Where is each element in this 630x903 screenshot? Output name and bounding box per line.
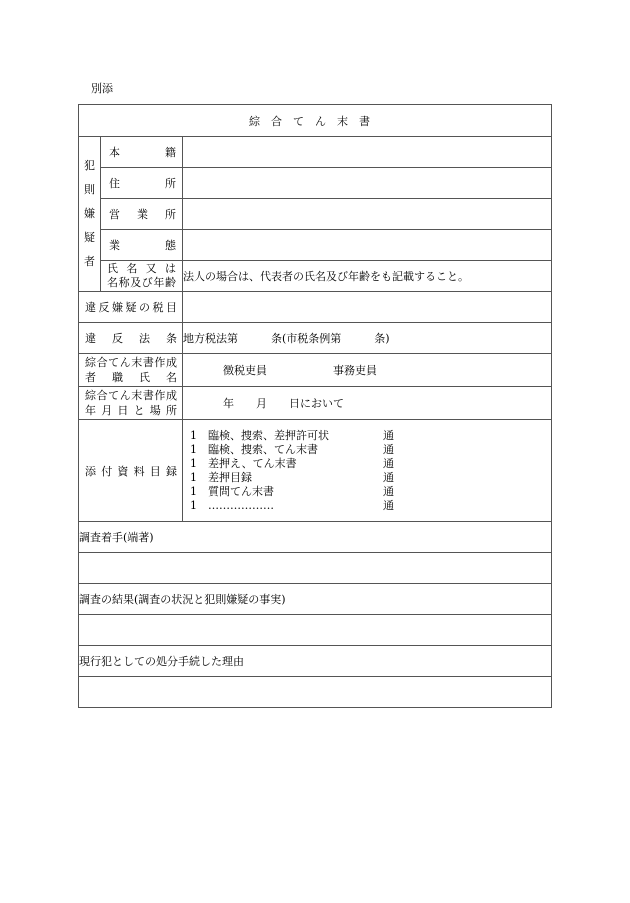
attachment-unit: 通 bbox=[383, 499, 394, 512]
label-char: 反 bbox=[112, 332, 123, 345]
label-char: ん bbox=[119, 356, 131, 369]
label-char: 綜 bbox=[85, 389, 96, 402]
label-char: は bbox=[164, 262, 176, 275]
label-char: 場 bbox=[149, 404, 161, 417]
label-char: と bbox=[133, 404, 145, 417]
attachments-label bbox=[79, 420, 183, 522]
label-char: 目 bbox=[149, 464, 161, 478]
label-char: 成 bbox=[165, 389, 177, 402]
address-field[interactable] bbox=[183, 168, 552, 199]
attachment-unit: 通 bbox=[383, 443, 394, 456]
label-char: 嫌 bbox=[112, 301, 123, 314]
honseki-label bbox=[101, 137, 183, 168]
label-char: 籍 bbox=[165, 146, 176, 159]
law-label bbox=[79, 323, 183, 354]
label-char: て bbox=[108, 389, 120, 402]
label-char: 本 bbox=[109, 146, 120, 159]
label-char: 末 bbox=[131, 389, 143, 402]
label-char: 氏 bbox=[139, 371, 150, 384]
label-char: 綜 bbox=[85, 356, 96, 369]
date-value: 年 月 日において bbox=[183, 387, 552, 420]
label-char: 反 bbox=[98, 301, 110, 314]
attachment-unit: 通 bbox=[383, 429, 394, 442]
summary-report-form bbox=[78, 104, 552, 708]
label-char: 書 bbox=[142, 389, 154, 402]
attachment-number: 1 bbox=[190, 485, 197, 498]
label-char: 録 bbox=[165, 464, 177, 478]
attachment-unit: 通 bbox=[383, 485, 394, 498]
label-char: て bbox=[108, 356, 120, 369]
label-char: 法 bbox=[139, 332, 150, 345]
author-value: 徴税吏員 事務吏員 bbox=[183, 354, 552, 387]
label-char: 年 bbox=[153, 276, 165, 289]
label-char: 態 bbox=[165, 239, 176, 252]
label-char: 合 bbox=[96, 356, 108, 369]
honseki-field[interactable] bbox=[183, 137, 552, 168]
label-char: 作 bbox=[154, 356, 166, 369]
label-char: 氏 bbox=[107, 262, 118, 275]
attachment-number: 1 bbox=[190, 471, 197, 484]
tax-item-field[interactable] bbox=[183, 292, 552, 323]
label-char: 称 bbox=[118, 276, 130, 289]
attachment-item bbox=[190, 457, 551, 471]
label-char: 所 bbox=[165, 208, 176, 221]
label-char: 料 bbox=[133, 464, 145, 478]
label-char: 職 bbox=[112, 371, 123, 384]
attachment-number: 1 bbox=[190, 457, 197, 470]
label-char: 名 bbox=[166, 371, 177, 384]
label-char: 作 bbox=[154, 389, 166, 402]
label-char: 日 bbox=[117, 404, 129, 417]
author-label bbox=[79, 354, 183, 387]
label-char: 名 bbox=[107, 276, 118, 289]
label-char: 業 bbox=[109, 239, 120, 252]
attachment-text: 質問てん末書 bbox=[208, 485, 274, 498]
label-char: 名 bbox=[126, 262, 138, 275]
investigation-start-label: 調査着手(端著) bbox=[79, 522, 552, 553]
attachment-text: 差押目録 bbox=[208, 471, 252, 484]
attachment-unit: 通 bbox=[383, 457, 394, 470]
label-char: の bbox=[139, 301, 150, 314]
attachment-text: 差押え、てん末書 bbox=[208, 457, 297, 470]
label-char: 目 bbox=[166, 301, 177, 314]
business-label bbox=[101, 230, 183, 261]
office-label bbox=[101, 199, 183, 230]
label-char: 成 bbox=[165, 356, 177, 369]
name-age-label bbox=[101, 261, 183, 292]
label-char: 疑 bbox=[125, 301, 137, 314]
label-char: 月 bbox=[101, 404, 113, 417]
label-char: 違 bbox=[85, 301, 96, 314]
current-reason-label: 現行犯としての処分手続した理由 bbox=[79, 646, 552, 677]
attachment-unit: 通 bbox=[383, 471, 394, 484]
suspect-group-label: 犯 則 嫌 疑 者 bbox=[79, 137, 101, 292]
label-char: 書 bbox=[142, 356, 154, 369]
address-label bbox=[101, 168, 183, 199]
attachment-item bbox=[190, 429, 551, 443]
attachment-text: 臨検、捜索、てん末書 bbox=[208, 443, 318, 456]
attachment-number: 1 bbox=[190, 499, 197, 512]
label-char: 資 bbox=[117, 464, 129, 478]
attachment-item bbox=[190, 499, 551, 513]
attachment-text: ……………… bbox=[208, 499, 274, 512]
attachment-list bbox=[183, 420, 552, 522]
investigation-start-field[interactable] bbox=[79, 553, 552, 584]
label-char: 及 bbox=[130, 276, 142, 289]
attachment-note: 別添 bbox=[91, 82, 113, 95]
attachment-item bbox=[190, 443, 551, 457]
attachment-number: 1 bbox=[190, 429, 197, 442]
office-field[interactable] bbox=[183, 199, 552, 230]
name-note: 法人の場合は、代表者の氏名及び年齢をも記載すること。 bbox=[183, 261, 552, 292]
attachment-text: 臨検、捜索、差押許可状 bbox=[208, 429, 329, 442]
label-char: 付 bbox=[101, 464, 113, 478]
label-char: 税 bbox=[152, 301, 164, 314]
label-char: 所 bbox=[165, 404, 177, 417]
label-char: 又 bbox=[145, 262, 157, 275]
investigation-result-label: 調査の結果(調査の状況と犯則嫌疑の事実) bbox=[79, 584, 552, 615]
label-char: び bbox=[141, 276, 153, 289]
form-title: 綜合てん末書 bbox=[79, 105, 552, 137]
tax-item-label bbox=[79, 292, 183, 323]
label-char: 営 bbox=[109, 208, 120, 221]
business-field[interactable] bbox=[183, 230, 552, 261]
label-char: 合 bbox=[96, 389, 108, 402]
label-char: 業 bbox=[137, 208, 148, 221]
label-char: 添 bbox=[85, 464, 96, 478]
attachment-item bbox=[190, 471, 551, 485]
label-char: 違 bbox=[85, 332, 96, 345]
label-char: ん bbox=[119, 389, 131, 402]
attachment-number: 1 bbox=[190, 443, 197, 456]
label-char: 年 bbox=[85, 404, 96, 417]
label-char: 齢 bbox=[164, 276, 176, 289]
label-char: 者 bbox=[85, 371, 96, 384]
label-char: 所 bbox=[165, 177, 176, 190]
date-place-label bbox=[79, 387, 183, 420]
investigation-result-field[interactable] bbox=[79, 615, 552, 646]
label-char: 住 bbox=[109, 177, 120, 190]
current-reason-field[interactable] bbox=[79, 677, 552, 708]
law-value: 地方税法第 条(市税条例第 条) bbox=[183, 323, 552, 354]
attachment-item bbox=[190, 485, 551, 499]
label-char: 条 bbox=[166, 332, 177, 345]
label-char: 末 bbox=[131, 356, 143, 369]
